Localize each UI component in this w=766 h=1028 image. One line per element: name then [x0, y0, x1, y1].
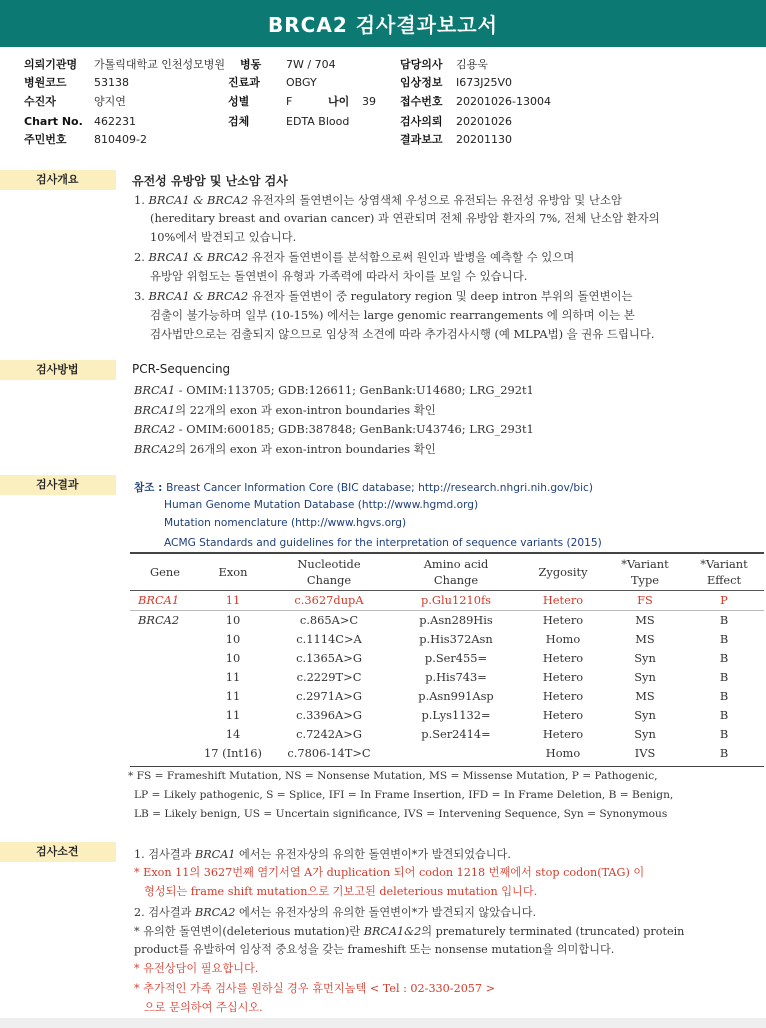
- cell-nuc: c.865A>C: [299, 613, 359, 627]
- cell-aa: [392, 744, 520, 763]
- p2-number: 2.: [134, 250, 145, 264]
- note1-prefix: * 유의한 돌연변이(deleterious mutation)란: [134, 925, 364, 938]
- findings-label: 검사소견: [0, 842, 116, 862]
- cell-gene: BRCA2: [138, 613, 180, 627]
- cell-nuc: c.2971A>G: [296, 689, 362, 703]
- cell-nuc: c.7242A>G: [296, 727, 362, 741]
- col-nucleotide-l1: Nucleotide: [297, 557, 361, 571]
- p2-text1: 유전자 돌연변이를 분석함으로써 원인과 발병을 예측할 수 있으며: [248, 250, 575, 264]
- cell-gene: [130, 630, 200, 649]
- cell-aa: p.His743=: [425, 670, 487, 684]
- cell-type: Syn: [634, 708, 656, 722]
- cell-type: MS: [635, 613, 655, 627]
- request-label: 검사의뢰: [400, 115, 443, 128]
- p3-number: 3.: [134, 289, 145, 303]
- clinical-label: 임상정보: [400, 76, 443, 89]
- cell-gene: [130, 668, 200, 687]
- report-date-value: 20201130: [456, 133, 512, 146]
- cell-zyg: Hetero: [542, 613, 584, 627]
- col-nucleotide: [266, 554, 392, 591]
- p3-text1: 유전자 돌연변이 중 regulatory region 및 deep intron 부위의 돌연변이는: [248, 289, 633, 303]
- variant-table-header: [130, 554, 764, 591]
- brca1-ref-text: - OMIM:113705; GDB:126611; GenBank:U14680; LRG_292t1: [175, 383, 534, 397]
- receipt-value: 20201026-13004: [456, 95, 551, 108]
- cell-zyg: Hetero: [542, 708, 584, 722]
- finding1-gene: BRCA1: [195, 848, 236, 861]
- age-value: 39: [362, 95, 376, 108]
- hospital-code-value: 53138: [94, 76, 129, 89]
- cell-effect: B: [719, 651, 729, 665]
- note1-gene: BRCA1&2: [363, 925, 422, 938]
- col-gene: Gene: [130, 554, 200, 591]
- cell-exon: 11: [225, 670, 241, 684]
- brca2-ref-text: - OMIM:600185; GDB:387848; GenBank:U43746; LRG_293t1: [175, 422, 534, 436]
- reference-bic-text: Breast Cancer Information Core (BIC database; http://research.nhgri.nih.gov/bic): [166, 482, 593, 494]
- cell-effect: B: [719, 708, 729, 722]
- specimen-label: 검체: [228, 115, 250, 128]
- cell-effect: B: [719, 689, 729, 703]
- overview-p3-line2: 검출이 불가능하며 일부 (10-15%) 에서는 large genomic rearrangements 에 의하며 이는 본: [150, 308, 635, 322]
- table-row: [130, 611, 764, 631]
- finding-brca2: [134, 904, 536, 920]
- overview-label: 검사개요: [0, 170, 116, 190]
- cell-effect: B: [719, 746, 729, 760]
- deleterious-note-2: product를 유발하여 임상적 중요성을 갖는 frameshift 또는 nonsense mutation을 의미합니다.: [134, 943, 615, 956]
- brca1-exon-info: [134, 402, 436, 418]
- department-label: 진료과: [228, 76, 260, 89]
- note-line-2: LP = Likely pathogenic, S = Splice, IFI = In Frame Insertion, IFD = In Frame Deletion, B = Benign,: [134, 789, 674, 801]
- brca2-reference: [134, 422, 534, 436]
- cell-type: Syn: [634, 727, 656, 741]
- cell-exon: 10: [225, 613, 241, 627]
- department-value: OBGY: [286, 76, 317, 89]
- col-variant-type: [606, 554, 684, 591]
- counseling-needed: * 유전상담이 필요합니다.: [134, 962, 259, 975]
- reference-bic: [134, 480, 593, 495]
- cell-effect: B: [719, 613, 729, 627]
- cell-gene: [130, 687, 200, 706]
- ward-value: 7W / 704: [286, 58, 336, 71]
- overview-heading: 유전성 유방암 및 난소암 검사: [132, 174, 288, 188]
- reference-hgvs: Mutation nomenclature (http://www.hgvs.org): [164, 517, 407, 529]
- cell-zyg: Hetero: [542, 651, 584, 665]
- col-type-l2: Type: [630, 573, 660, 587]
- cell-gene: [130, 744, 200, 763]
- p2-genes: BRCA1 & BRCA2: [148, 250, 249, 264]
- doctor-value: 김용욱: [456, 58, 488, 71]
- sex-value: F: [286, 95, 293, 108]
- table-bottom-rule: [130, 766, 764, 767]
- overview-p2-line2: 유방암 위험도는 돌연변이 유형과 가족력에 따라서 차이를 보일 수 있습니다.: [150, 269, 528, 283]
- cell-effect: P: [684, 591, 764, 611]
- family-test-contact-2: 으로 문의하여 주십시오.: [144, 1001, 263, 1014]
- info-row-1: [24, 56, 764, 74]
- cell-aa: p.Asn991Asp: [418, 689, 494, 703]
- cell-effect: B: [719, 727, 729, 741]
- family-test-contact: * 추가적인 가족 검사를 원하실 경우 휴먼지놈텍 < Tel : 02-330-2057 >: [134, 982, 495, 995]
- cell-aa: p.Ser2414=: [421, 727, 491, 741]
- finding-brca1-detail-2: 형성되는 frame shift mutation으로 기보고된 deleterious mutation 입니다.: [144, 885, 538, 898]
- institution-value: 가톨릭대학교 인천성모병원: [94, 58, 226, 71]
- cell-exon: 11: [225, 689, 241, 703]
- brca1-reference: [134, 383, 534, 397]
- p1-genes: BRCA1 & BRCA2: [148, 193, 249, 207]
- brca2-gene: BRCA2: [134, 422, 176, 436]
- col-nucleotide-l2: Change: [306, 573, 352, 587]
- cell-gene: [130, 706, 200, 725]
- sex-label: 성별: [228, 95, 250, 108]
- cell-aa: p.Ser455=: [424, 651, 488, 665]
- variant-table: [130, 554, 764, 763]
- cell-effect: B: [719, 670, 729, 684]
- finding2-text: 에서는 유전자상의 유의한 돌연변이*가 발견되지 않았습니다.: [235, 906, 537, 919]
- cell-exon: 10: [225, 632, 241, 646]
- overview-p3-line1: [134, 288, 633, 304]
- finding2-gene: BRCA2: [195, 906, 236, 919]
- overview-p1-line1: [134, 192, 622, 208]
- overview-p1-line2: (hereditary breast and ovarian cancer) 과 연관되며 전체 유방암 환자의 7%, 전체 난소암 환자의: [150, 211, 660, 225]
- brca2-exon-gene: BRCA2: [134, 442, 176, 456]
- brca1-exon-text: 의 22개의 exon 과 exon-intron boundaries 확인: [175, 403, 436, 417]
- cell-nuc: c.2229T>C: [296, 670, 362, 684]
- cell-nuc: c.3396A>G: [296, 708, 362, 722]
- cell-aa: p.Glu1210fs: [392, 591, 520, 611]
- brca2-exon-text: 의 26개의 exon 과 exon-intron boundaries 확인: [175, 442, 436, 456]
- cell-exon: 17 (Int16): [204, 746, 262, 760]
- cell-exon: 11: [200, 591, 266, 611]
- note-line-3: LB = Likely benign, US = Uncertain significance, IVS = Intervening Sequence, Syn = Synonymous: [134, 808, 668, 820]
- table-row: [130, 649, 764, 668]
- variant-table-body: [130, 591, 764, 764]
- cell-nuc: c.3627dupA: [266, 591, 392, 611]
- col-type-l1: *Variant: [621, 557, 669, 571]
- table-row: [130, 706, 764, 725]
- clinical-value: I673J25V0: [456, 76, 513, 89]
- cell-type: MS: [635, 689, 655, 703]
- ward-label: 병동: [240, 58, 262, 71]
- cell-gene: [130, 649, 200, 668]
- method-label: 검사방법: [0, 360, 116, 380]
- cell-type: Syn: [634, 651, 656, 665]
- hospital-code-label: 병원코드: [24, 76, 67, 89]
- p3-genes: BRCA1 & BRCA2: [148, 289, 249, 303]
- cell-type: IVS: [634, 746, 656, 760]
- col-amino-acid: [392, 554, 520, 591]
- institution-label: 의뢰기관명: [24, 58, 78, 71]
- brca2-exon-info: [134, 441, 436, 457]
- patient-label: 수진자: [24, 95, 56, 108]
- cell-nuc: c.1365A>G: [296, 651, 362, 665]
- resident-label: 주민번호: [24, 133, 67, 146]
- cell-exon: 14: [225, 727, 241, 741]
- finding2-prefix: 2. 검사결과: [134, 906, 196, 919]
- overview-p2-line1: [134, 249, 574, 265]
- resident-value: 810409-2: [94, 133, 147, 146]
- brca1-gene: BRCA1: [134, 383, 176, 397]
- table-row: [130, 687, 764, 706]
- note-line-1: * FS = Frameshift Mutation, NS = Nonsense Mutation, MS = Missense Mutation, P = Pathogenic,: [128, 770, 658, 782]
- table-row: [130, 744, 764, 763]
- finding-brca1-detail-1: * Exon 11의 3627번째 염기서열 A가 duplication 되어 codon 1218 번째에서 stop codon(TAG) 이: [134, 866, 645, 879]
- cell-aa: p.His372Asn: [419, 632, 493, 646]
- cell-zyg: Hetero: [520, 591, 606, 611]
- note1-text: 의 prematurely terminated (truncated) protein: [421, 925, 685, 938]
- col-zygosity: Zygosity: [520, 554, 606, 591]
- table-row: [130, 591, 764, 611]
- cell-gene: BRCA1: [130, 591, 200, 611]
- doctor-label: 담당의사: [400, 58, 443, 71]
- request-value: 20201026: [456, 115, 512, 128]
- cell-nuc: c.1114C>A: [296, 632, 362, 646]
- cell-aa: p.Asn289His: [419, 613, 493, 627]
- report-date-label: 결과보고: [400, 133, 443, 146]
- cell-type: FS: [606, 591, 684, 611]
- deleterious-note-1: [134, 923, 684, 939]
- overview-p3-line3: 검사법만으로는 검출되지 않으므로 임상적 소견에 따라 추가검사시행 (예 MLPA법) 을 권유 드립니다.: [150, 327, 655, 341]
- report-title: BRCA2 검사결과보고서: [268, 13, 498, 37]
- col-variant-effect: [684, 554, 764, 591]
- cell-nuc: c.7806-14T>C: [287, 746, 371, 760]
- chart-value: 462231: [94, 115, 136, 128]
- finding1-prefix: 1. 검사결과: [134, 848, 196, 861]
- col-effect-l1: *Variant: [700, 557, 748, 571]
- table-row: [130, 630, 764, 649]
- chart-label: Chart No.: [24, 115, 83, 128]
- reference-hgmd: Human Genome Mutation Database (http://www.hgmd.org): [164, 499, 479, 511]
- col-effect-l2: Effect: [706, 573, 742, 587]
- specimen-value: EDTA Blood: [286, 115, 350, 128]
- info-row-5: [24, 131, 764, 149]
- cell-zyg: Hetero: [542, 670, 584, 684]
- col-amino-l2: Change: [433, 573, 479, 587]
- page-footer-bar: [0, 1018, 766, 1028]
- report-header: [0, 0, 766, 47]
- cell-zyg: Hetero: [542, 689, 584, 703]
- col-exon: Exon: [200, 554, 266, 591]
- method-heading: PCR-Sequencing: [132, 362, 231, 376]
- overview-p1-line3: 10%에서 발견되고 있습니다.: [150, 230, 297, 244]
- cell-type: MS: [635, 632, 655, 646]
- info-row-3: [24, 93, 764, 111]
- p1-text1: 유전자의 돌연변이는 상염색체 우성으로 유전되는 유전성 유방암 및 난소암: [248, 193, 622, 207]
- cell-zyg: Hetero: [542, 727, 584, 741]
- finding-brca1: [134, 846, 511, 862]
- results-label: 검사결과: [0, 475, 116, 495]
- cell-zyg: Homo: [545, 632, 581, 646]
- cell-gene: [130, 725, 200, 744]
- table-row: [130, 725, 764, 744]
- cell-exon: 10: [225, 651, 241, 665]
- cell-exon: 11: [225, 708, 241, 722]
- patient-value: 양지연: [94, 95, 126, 108]
- cell-aa: p.Lys1132=: [421, 708, 491, 722]
- age-label: 나이: [328, 95, 350, 108]
- table-row: [130, 668, 764, 687]
- info-row-2: [24, 74, 764, 92]
- finding1-text: 에서는 유전자상의 유의한 돌연변이*가 발견되었습니다.: [235, 848, 511, 861]
- cell-effect: B: [719, 632, 729, 646]
- reference-acmg: ACMG Standards and guidelines for the interpretation of sequence variants (2015): [164, 537, 602, 549]
- info-row-4: [24, 113, 764, 131]
- p1-number: 1.: [134, 193, 145, 207]
- receipt-label: 접수번호: [400, 95, 443, 108]
- col-amino-l1: Amino acid: [423, 557, 489, 571]
- reference-prefix: 참조 :: [134, 482, 167, 494]
- cell-zyg: Homo: [545, 746, 581, 760]
- cell-type: Syn: [634, 670, 656, 684]
- brca1-exon-gene: BRCA1: [134, 403, 176, 417]
